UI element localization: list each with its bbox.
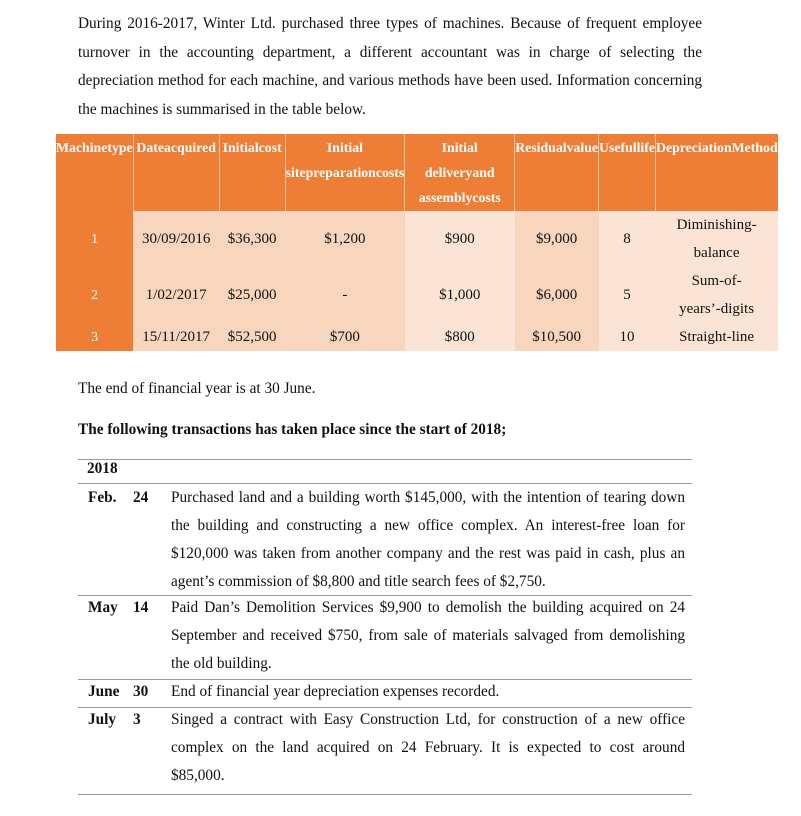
header-initial-cost: Initialcost (219, 134, 285, 211)
divider (78, 459, 692, 460)
cell-method: Sum-of- years’-digits (656, 267, 778, 323)
cell-type: 1 (56, 211, 133, 267)
cell-life: 8 (599, 211, 656, 267)
transaction-month: May (88, 599, 118, 616)
cell-date: 30/09/2016 (133, 211, 219, 267)
cell-delivery: $1,000 (405, 267, 515, 323)
cell-date: 1/02/2017 (133, 267, 219, 323)
cell-type: 2 (56, 267, 133, 323)
transaction-day: 24 (133, 489, 149, 506)
header-useful-life: Usefullife (599, 134, 656, 211)
cell-cost: $25,000 (219, 267, 285, 323)
cell-delivery: $900 (405, 211, 515, 267)
cell-site: - (285, 267, 405, 323)
table-row (56, 323, 778, 351)
header-delivery-assembly: Initial deliveryand assemblycosts (405, 134, 515, 211)
header-date-acquired: Dateacquired (133, 134, 219, 211)
transaction-day: 3 (133, 711, 141, 728)
transaction-july-3 (78, 708, 692, 794)
transaction-month: Feb. (88, 489, 117, 506)
cell-life: 10 (599, 323, 656, 351)
table-row (56, 267, 778, 323)
divider (78, 794, 692, 795)
cell-date: 15/11/2017 (133, 323, 219, 351)
transaction-feb-24 (78, 484, 692, 594)
year-label: 2018 (87, 460, 118, 477)
cell-site: $1,200 (285, 211, 405, 267)
cell-cost: $36,300 (219, 211, 285, 267)
transaction-text: End of financial year depreciation expenses recorded. (171, 683, 500, 700)
cell-delivery: $800 (405, 323, 515, 351)
cell-method: Diminishing- balance (656, 211, 778, 267)
cell-cost: $52,500 (219, 323, 285, 351)
header-machine-type: Machinetype (56, 134, 133, 211)
cell-site: $700 (285, 323, 405, 351)
cell-residual: $6,000 (515, 267, 599, 323)
header-depreciation-method: DepreciationMethod (656, 134, 778, 211)
transaction-may-14 (78, 596, 692, 678)
transaction-month: June (88, 683, 120, 700)
cell-residual: $10,500 (515, 323, 599, 351)
transaction-month: July (88, 711, 117, 728)
table-row (56, 211, 778, 267)
cell-method: Straight-line (656, 323, 778, 351)
transaction-day: 30 (133, 683, 149, 700)
intro-paragraph: During 2016-2017, Winter Ltd. purchased three types of machines. Because of frequent employee turnover in the accounting department, a different accountant was in charge of selecting the depreciation method for each machine, and various methods have been used. Information concerning the machines is summarised in the table below. (78, 15, 702, 118)
table-header-row (56, 134, 778, 211)
header-site-preparation: Initial sitepreparationcosts (285, 134, 405, 211)
header-residual-value: Residualvalue (515, 134, 599, 211)
transaction-text: Singed a contract with Easy Construction Ltd, for construction of a new office complex on the land acquired on 24 February. It is expected to cost around $85,000. (171, 711, 685, 784)
machines-table (56, 134, 778, 351)
transaction-june-30 (78, 680, 692, 706)
cell-life: 5 (599, 267, 656, 323)
transaction-day: 14 (133, 599, 149, 616)
end-of-year-note: The end of financial year is at 30 June. (78, 380, 316, 397)
transaction-text: Purchased land and a building worth $145,000, with the intention of tearing down the building and constructing a new office complex. An interest-free loan for $120,000 was taken from another company and the rest was paid in cash, plus an agent’s commission of $8,800 and title search fees of $2,750. (171, 489, 685, 590)
cell-type: 3 (56, 323, 133, 351)
transactions-heading: The following transactions has taken place since the start of 2018; (78, 421, 507, 438)
transaction-text: Paid Dan’s Demolition Services $9,900 to demolish the building acquired on 24 September and received $750, from sale of materials salvaged from demolishing the old building. (171, 599, 685, 672)
cell-residual: $9,000 (515, 211, 599, 267)
